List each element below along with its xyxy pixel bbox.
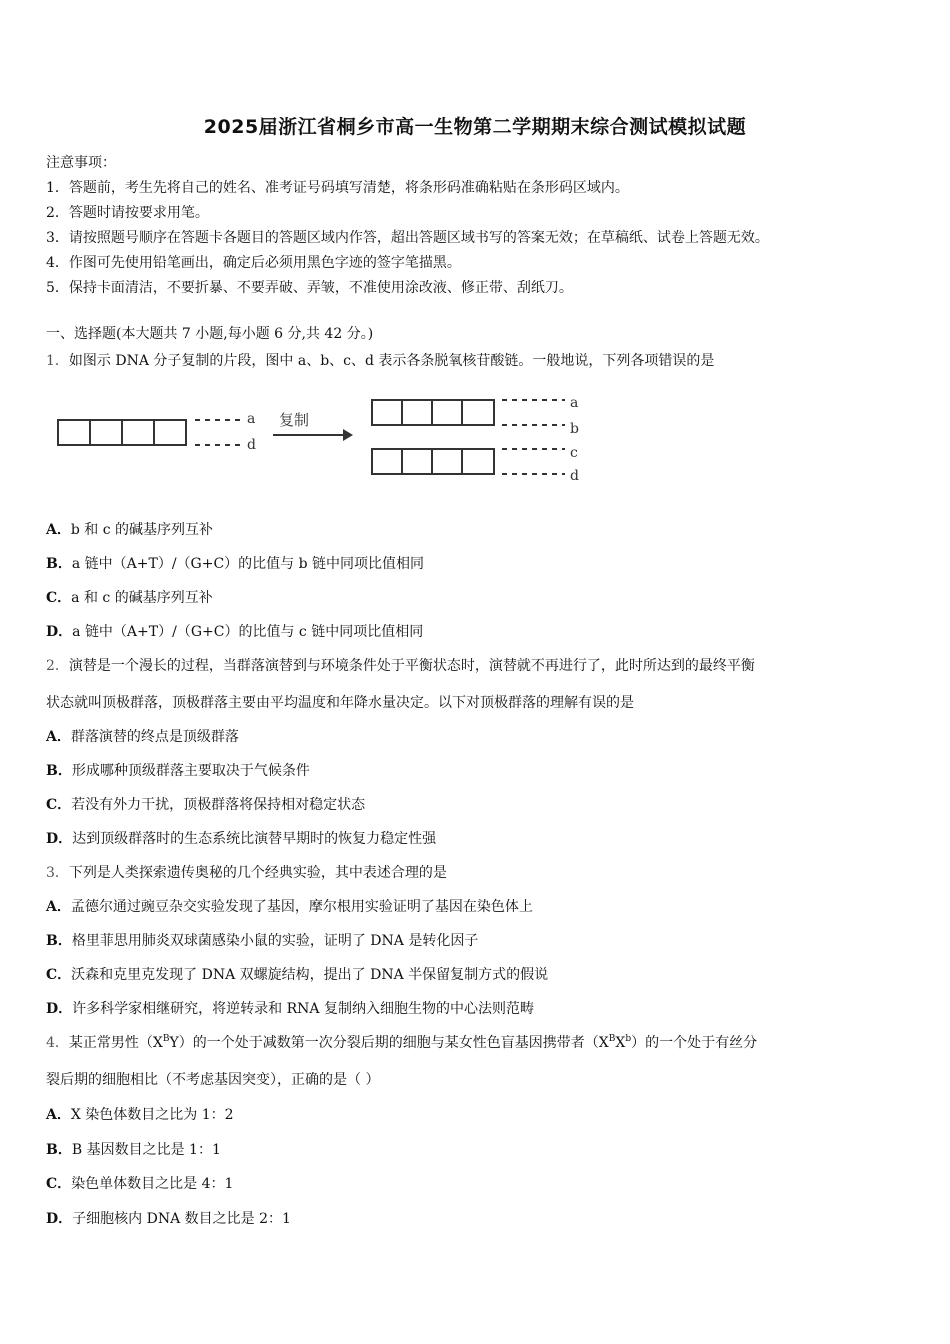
notice-item: 4．作图可先使用铅笔画出，确定后必须用黑色字迹的签字笔描黑。	[46, 255, 461, 271]
question-2-stem	[46, 655, 755, 675]
dna-replication-figure	[55, 395, 595, 490]
page-title: 2025届浙江省桐乡市高一生物第二学期期末综合测试模拟试题	[203, 116, 747, 138]
question-text: 下列是人类探索遗传奥秘的几个经典实验，其中表述合理的是	[68, 865, 447, 881]
option: C．若没有外力干扰，顶极群落将保持相对稳定状态	[46, 797, 366, 813]
notice-block	[46, 151, 769, 301]
question-number: 4．	[46, 1035, 69, 1051]
strand-label: b	[570, 421, 579, 437]
option: A．群落演替的终点是顶级群落	[46, 729, 239, 745]
strand-label: a	[570, 395, 579, 411]
question-4-stem: 4．某正常男性$(X^BY)$的一个处于减数第一次分裂后期的细胞与某女性色盲基因携带者$(X^BX^b)$的一个处于有丝分	[46, 1034, 758, 1051]
option: C．a 和 c 的碱基序列互补	[46, 590, 213, 606]
strand-label: d	[570, 468, 579, 484]
question-2-stem-cont: 状态就叫顶极群落，顶极群落主要由平均温度和年降水量决定。以下对顶极群落的理解有误的是	[46, 695, 634, 711]
notice-item: 5．保持卡面清洁，不要折暴、不要弄破、弄皱，不准使用涂改液、修正带、刮纸刀。	[46, 280, 573, 296]
arrow-label: 复制	[279, 411, 310, 429]
notice-item: 2．答题时请按要求用笔。	[46, 205, 209, 221]
option: B．B 基因数目之比是 1：1	[46, 1142, 221, 1158]
question-number: 2．	[46, 658, 69, 674]
option: D．a 链中（A+T）/（G+C）的比值与 c 链中同项比值相同	[46, 624, 424, 640]
question-text: 演替是一个漫长的过程，当群落演替到与环境条件处于平衡状态时，演替就不再进行了，此时所达到的最终平衡	[68, 658, 755, 674]
question-number: 3．	[46, 865, 69, 881]
option: B．a 链中（A+T）/（G+C）的比值与 b 链中同项比值相同	[46, 556, 425, 572]
notice-item: 1．答题前，考生先将自己的姓名、准考证号码填写清楚，将条形码准确粘贴在条形码区域内。	[46, 180, 629, 196]
option: B．格里菲思用肺炎双球菌感染小鼠的实验，证明了 DNA 是转化因子	[46, 933, 479, 949]
question-4-stem-cont: 裂后期的细胞相比（不考虑基因突变），正确的是（ ）	[46, 1072, 380, 1088]
option: D．许多科学家相继研究，将逆转录和 RNA 复制纳入细胞生物的中心法则范畴	[46, 1001, 534, 1017]
section-heading: 一、选择题(本大题共 7 小题,每小题 6 分,共 42 分。)	[46, 326, 374, 342]
question-number: 1．	[46, 353, 69, 369]
strand-label: a	[247, 411, 256, 427]
option: A．孟德尔通过豌豆杂交实验发现了基因，摩尔根用实验证明了基因在染色体上	[46, 899, 533, 915]
option: A．b 和 c 的碱基序列互补	[46, 522, 214, 538]
notice-heading: 注意事项：	[46, 155, 116, 171]
option: D．子细胞核内 DNA 数目之比是 2：1	[46, 1211, 291, 1227]
strand-label: c	[570, 445, 578, 461]
question-1-stem	[46, 350, 714, 370]
option: C．沃森和克里克发现了 DNA 双螺旋结构，提出了 DNA 半保留复制方式的假说	[46, 967, 549, 983]
arrow-icon	[343, 429, 353, 441]
option: B．形成哪种顶级群落主要取决于气候条件	[46, 763, 310, 779]
option: C．染色单体数目之比是 4：1	[46, 1176, 234, 1192]
notice-item: 3．请按照题号顺序在答题卡各题目的答题区域内作答，超出答题区域书写的答案无效；在草稿纸、试卷上答题无效。	[46, 230, 769, 246]
question-text: 如图示 DNA 分子复制的片段，图中 a、b、c、d 表示各条脱氧核苷酸链。一般地说，下列各项错误的是	[68, 353, 715, 369]
option: D．达到顶级群落时的生态系统比演替早期时的恢复力稳定性强	[46, 831, 437, 847]
strand-label: d	[247, 437, 256, 453]
question-3-stem	[46, 862, 447, 882]
option: A．X 染色体数目之比为 1：2	[46, 1107, 234, 1123]
